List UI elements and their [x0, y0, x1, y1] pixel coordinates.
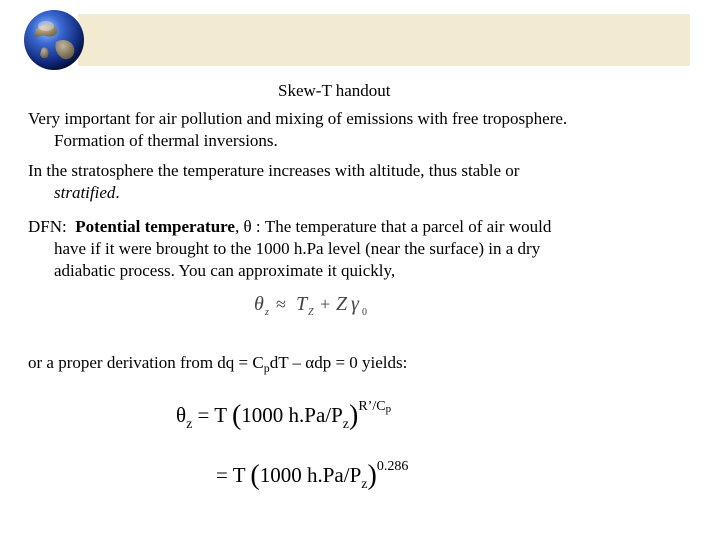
eq2-exponent: 0.286 — [376, 459, 409, 474]
text-line — [28, 216, 700, 238]
formula-T: T — [296, 293, 308, 315]
definition-text: , θ : The temperature that a parcel of air would — [234, 217, 552, 236]
text-line: adiabatic process. You can approximate it quickly, — [54, 261, 396, 280]
eq1-theta-sub: z — [186, 417, 193, 432]
eq1-theta: θ — [176, 403, 187, 427]
formula-theta: θ — [254, 293, 264, 315]
formula-Z: Z — [336, 293, 348, 315]
definition-prefix: DFN: — [28, 217, 76, 236]
eq1-exponent-sub: p — [385, 403, 392, 415]
text-line: Formation of thermal inversions. — [54, 131, 278, 150]
eq2-close-paren: ) — [367, 460, 377, 491]
text-fragment: . — [115, 183, 120, 202]
eq1-inner-sub: z — [342, 417, 350, 432]
cp-subscript: p — [263, 361, 270, 375]
equation-potential-temperature — [176, 392, 391, 440]
page-title: Skew-T handout — [278, 81, 391, 100]
stratified-term: stratified — [54, 183, 116, 202]
formula-theta-sub: z — [265, 307, 269, 318]
globe-sphere — [24, 10, 84, 70]
text-line: have if it were brought to the 1000 h.Pa level (near the surface) in a dry — [54, 239, 541, 258]
eq1-exponent — [358, 399, 391, 414]
formula-gamma: γ — [351, 293, 359, 315]
eq2-inner-sub: z — [361, 477, 368, 492]
eq2-inner: 1000 h.Pa/P — [259, 463, 362, 487]
derivation-text: or a proper derivation from dq = C — [28, 353, 264, 372]
eq1-inner: 1000 h.Pa/P — [241, 403, 343, 427]
eq1-close-paren: ) — [349, 400, 359, 431]
eq2-open-paren: ( — [250, 460, 260, 491]
eq1-exponent-main: R’/C — [358, 399, 386, 414]
derivation-text: dT – αdp = 0 yields: — [269, 353, 408, 372]
globe-highlight — [38, 21, 54, 31]
text-line: Very important for air pollution and mixing of emissions with free troposphere. — [28, 109, 568, 128]
eq2-equals-t: = T — [216, 463, 251, 487]
paragraph-stratosphere — [28, 160, 700, 204]
text-line: In the stratosphere the temperature increases with altitude, thus stable or — [28, 161, 520, 180]
formula-gamma-sub: 0 — [362, 307, 367, 318]
formula-T-sub: Z — [308, 307, 314, 318]
paragraph-definition — [28, 216, 700, 282]
approximation-formula — [250, 288, 380, 324]
definition-term: Potential temperature — [75, 217, 235, 236]
globe-logo — [22, 8, 86, 72]
equation-numeric — [216, 452, 408, 500]
text-line — [28, 182, 700, 204]
eq1-open-paren: ( — [231, 400, 242, 431]
formula-approx: ≈ — [276, 294, 286, 314]
formula-plus: + — [320, 294, 331, 314]
header-band — [78, 14, 690, 66]
text-line — [28, 352, 700, 379]
paragraph-pollution — [28, 108, 700, 152]
eq1-equals-t: = T — [192, 403, 232, 427]
paragraph-derivation — [28, 352, 700, 379]
